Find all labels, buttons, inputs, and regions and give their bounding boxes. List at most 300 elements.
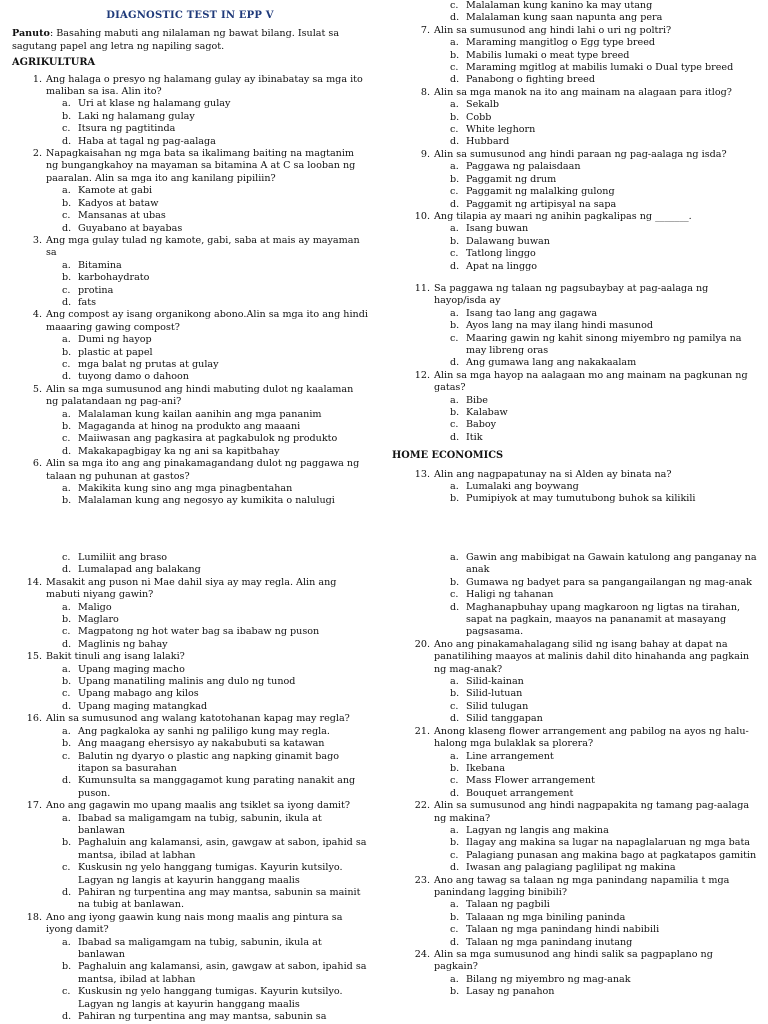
option-text: Kuskusin ng yelo hanggang tumigas. Kayurin kutsilyo. Lagyan ng langis at kayurin hanggang maalis xyxy=(78,862,343,886)
option-text: Isang tao lang ang gagawa xyxy=(466,307,598,319)
option-letter: a. xyxy=(450,899,459,911)
option-letter: c. xyxy=(62,552,71,563)
option-letter: a. xyxy=(450,552,459,563)
answer-option xyxy=(12,111,368,123)
option-text: Apat na linggo xyxy=(466,260,538,272)
option-letter: a. xyxy=(62,936,71,948)
option-text: Magpatong ng hot water bag sa ibabaw ng puson xyxy=(78,626,320,638)
option-letter: b. xyxy=(450,576,460,588)
option-text: Bitamina xyxy=(78,259,122,271)
question-number: 8. xyxy=(420,86,430,98)
option-text: Ikebana xyxy=(466,762,506,774)
answer-option xyxy=(400,937,758,949)
question-item xyxy=(12,800,368,812)
option-text: Paggamit ng artipisyal na sapa xyxy=(466,198,617,210)
answer-option xyxy=(400,99,758,111)
question-number: 1. xyxy=(32,73,42,85)
answer-option xyxy=(400,912,758,924)
option-text: Ibabad sa maligamgam na tubig, sabunin, ikula at banlawan xyxy=(78,812,322,836)
option-text: Paghaluin ang kalamansi, asin, gawgaw at sabon, ipahid sa mantsa, ibilad at labhan xyxy=(78,961,367,985)
option-text: Tatlong linggo xyxy=(466,248,536,260)
option-text: Lagyan ng langis ang makina xyxy=(466,824,609,836)
answer-option xyxy=(400,161,758,173)
option-letter: d. xyxy=(450,601,460,613)
option-letter: a. xyxy=(62,259,71,271)
option-text: Talaan ng pagbili xyxy=(466,899,550,911)
option-letter: a. xyxy=(450,824,459,836)
option-text: Lumiliit ang braso xyxy=(78,552,168,563)
question-text: Ang compost ay isang organikong abono.Alin sa mga ito ang hindi maaaring gawing compost? xyxy=(46,309,368,333)
answer-option xyxy=(400,62,758,74)
option-text: Uri at klase ng halamang gulay xyxy=(78,98,231,110)
option-text: Panabong o fighting breed xyxy=(466,74,595,86)
answer-option xyxy=(400,74,758,86)
answer-option xyxy=(12,260,368,272)
option-text: Haligi ng tahanan xyxy=(466,589,554,601)
question-item xyxy=(12,912,368,937)
answer-option xyxy=(400,261,758,273)
option-letter: a. xyxy=(62,408,71,420)
option-letter: a. xyxy=(62,185,71,197)
option-text: Silid tanggapan xyxy=(466,713,543,725)
option-text: Paggamit ng malalking gulong xyxy=(466,186,615,198)
answer-option xyxy=(400,899,758,911)
answer-option xyxy=(400,432,758,444)
option-text: Malalaman kung kailan aanihin ang mga pananim xyxy=(78,408,322,420)
question-item xyxy=(12,309,368,334)
section-agrikultura: AGRIKULTURA xyxy=(12,57,96,69)
answer-option xyxy=(12,738,368,750)
answer-option xyxy=(400,688,758,700)
option-letter: a. xyxy=(450,394,459,406)
answer-option xyxy=(400,713,758,725)
answer-option xyxy=(12,862,368,887)
answer-option xyxy=(400,493,758,505)
question-item xyxy=(12,713,368,725)
answer-option xyxy=(400,12,758,24)
option-letter: c. xyxy=(62,284,71,296)
option-letter: d. xyxy=(62,1011,72,1023)
option-text: Kalabaw xyxy=(466,407,508,418)
option-letter: b. xyxy=(62,961,72,973)
answer-option xyxy=(12,664,368,676)
option-letter: c. xyxy=(450,248,459,260)
option-text: Haba at tagal ng pag-aalaga xyxy=(78,135,216,147)
option-letter: d. xyxy=(62,564,72,576)
option-letter: b. xyxy=(62,272,72,284)
question-number: 14. xyxy=(26,576,42,588)
option-letter: a. xyxy=(450,973,459,985)
option-letter: a. xyxy=(62,725,71,737)
section-home-economics: HOME ECONOMICS xyxy=(392,450,504,462)
answer-option xyxy=(12,751,368,776)
option-text: Laki ng halamang gulay xyxy=(78,110,195,122)
question-text: Alin sa sumusunod ang hindi lahi o uri ng poltri? xyxy=(434,24,672,36)
option-letter: b. xyxy=(450,911,460,923)
option-letter: c. xyxy=(450,849,459,861)
answer-option xyxy=(12,483,368,495)
option-letter: d. xyxy=(450,936,460,948)
answer-option xyxy=(400,308,758,320)
option-letter: b. xyxy=(450,49,460,61)
answer-option xyxy=(12,688,368,700)
answer-option xyxy=(12,223,368,235)
option-letter: b. xyxy=(450,111,460,123)
option-letter: c. xyxy=(450,0,459,11)
answer-option xyxy=(400,589,758,601)
option-text: Malalaman kung saan napunta ang pera xyxy=(466,12,663,24)
option-text: Maaring gawin ng kahit sinong miyembro ng pamilya na may libreng oras xyxy=(466,332,742,356)
answer-option xyxy=(400,602,758,639)
question-number: 16. xyxy=(26,713,42,725)
answer-option xyxy=(400,236,758,248)
question-text: Napagkaisahan ng mga bata sa ikalimang baiting na magtanim ng bungangkahoy na mayaman sa bitamina A at C sa looban ng paaralan. Alin sa mga ito ang kanilang pipiliin? xyxy=(46,148,356,184)
option-text: Maligo xyxy=(78,601,112,613)
answer-option xyxy=(12,639,368,651)
option-letter: a. xyxy=(450,750,459,762)
answer-option xyxy=(400,407,758,419)
option-text: Talaaan ng mga biniling paninda xyxy=(466,911,626,923)
option-letter: d. xyxy=(450,198,460,210)
answer-option xyxy=(12,1011,368,1023)
answer-option xyxy=(12,334,368,346)
option-letter: d. xyxy=(450,260,460,272)
answer-option xyxy=(12,198,368,210)
answer-option xyxy=(12,210,368,222)
answer-option xyxy=(12,775,368,800)
question-text: Anong klaseng flower arrangement ang pabilog na ayos ng halu-halong mga bulaklak sa plorera? xyxy=(434,725,749,750)
question-list xyxy=(400,469,758,506)
option-letter: c. xyxy=(450,924,459,936)
option-letter: a. xyxy=(62,663,71,675)
option-letter: c. xyxy=(62,433,71,445)
answer-option xyxy=(12,371,368,383)
option-letter: b. xyxy=(450,173,460,185)
option-letter: c. xyxy=(450,62,459,74)
answer-option xyxy=(400,850,758,862)
answer-option xyxy=(12,602,368,614)
question-number: 24. xyxy=(414,949,430,960)
option-text: Gawin ang mabibigat na Gawain katulong ang panganay na anak xyxy=(466,552,757,576)
option-text: Isang buwan xyxy=(466,223,529,235)
option-text: Kamote at gabi xyxy=(78,185,153,197)
question-item xyxy=(12,148,368,185)
question-item xyxy=(400,800,758,825)
option-text: Line arrangement xyxy=(466,750,554,762)
option-text: Itsura ng pagtitinda xyxy=(78,123,176,135)
answer-option xyxy=(400,825,758,837)
option-letter: c. xyxy=(450,700,459,712)
answer-option xyxy=(12,961,368,986)
option-letter: b. xyxy=(62,421,72,432)
question-number: 21. xyxy=(414,725,430,737)
option-text: Maiiwasan ang pagkasira at pagkabulok ng produkto xyxy=(78,433,338,445)
answer-option xyxy=(12,347,368,359)
option-text: Bilang ng miyembro ng mag-anak xyxy=(466,973,631,985)
answer-option xyxy=(12,421,368,433)
question-number: 15. xyxy=(26,651,42,663)
option-text: Makakapagbigay ka ng ani sa kapitbahay xyxy=(78,445,280,457)
option-letter: d. xyxy=(450,12,460,24)
option-text: tuyong damo o dahoon xyxy=(78,371,189,383)
option-text: Mabilis lumaki o meat type breed xyxy=(466,49,630,61)
option-letter: d. xyxy=(62,135,72,147)
answer-option xyxy=(400,552,758,577)
question-item xyxy=(12,577,368,602)
option-letter: c. xyxy=(62,750,71,762)
answer-option xyxy=(400,862,758,874)
option-letter: b. xyxy=(450,762,460,774)
question-item xyxy=(400,726,758,751)
option-text: Bibe xyxy=(466,394,488,406)
question-text: Alin sa mga hayop na aalagaan mo ang mainam na pagkunan ng gatas? xyxy=(434,369,748,394)
question-number: 12. xyxy=(414,369,430,381)
answer-option xyxy=(400,419,758,431)
answer-option xyxy=(400,788,758,800)
answer-option xyxy=(400,174,758,186)
question-item xyxy=(12,458,368,483)
option-letter: d. xyxy=(62,886,72,898)
option-text: Cobb xyxy=(466,111,492,123)
option-text: Ang gumawa lang ang nakakaalam xyxy=(466,357,637,369)
option-letter: c. xyxy=(62,986,71,998)
option-text: Magaganda at hinog na produkto ang maaani xyxy=(78,421,301,432)
option-letter: d. xyxy=(62,445,72,457)
option-letter: b. xyxy=(450,235,460,247)
option-text: Kumunsulta sa manggagamot kung parating nanakit ang puson. xyxy=(78,775,356,799)
answer-option xyxy=(400,357,758,369)
option-letter: a. xyxy=(450,223,459,235)
option-letter: d. xyxy=(450,431,460,443)
option-text: plastic at papel xyxy=(78,346,153,358)
answer-option xyxy=(12,564,368,576)
question-item xyxy=(400,469,758,481)
option-text: fats xyxy=(78,296,97,308)
question-number: 20. xyxy=(414,638,430,650)
option-text: Guyabano at bayabas xyxy=(78,222,183,234)
answer-option xyxy=(400,223,758,235)
option-letter: c. xyxy=(62,358,71,370)
option-letter: b. xyxy=(62,346,72,358)
option-letter: c. xyxy=(62,688,71,700)
option-letter: d. xyxy=(450,787,460,799)
option-text: protina xyxy=(78,284,114,296)
option-letter: d. xyxy=(450,74,460,86)
answer-option xyxy=(12,986,368,1011)
option-text: Iwasan ang palagiang paglilipat ng makina xyxy=(466,862,676,874)
answer-option xyxy=(400,124,758,136)
answer-option xyxy=(12,272,368,284)
option-text: Hubbard xyxy=(466,136,510,148)
spacer xyxy=(400,273,758,283)
question-text: Ano ang gagawin mo upang maalis ang tsiklet sa iyong damit? xyxy=(46,800,350,812)
answer-option xyxy=(400,676,758,688)
option-text: Malalaman kung kanino ka may utang xyxy=(466,0,653,11)
answer-option xyxy=(400,751,758,763)
option-text: Pahiran ng turpentina ang may mantsa, sabunin sa xyxy=(78,1011,327,1023)
option-text: karbohaydrato xyxy=(78,272,150,284)
option-text: Maglinis ng bahay xyxy=(78,638,168,650)
option-letter: d. xyxy=(450,136,460,148)
option-text: Talaan ng mga panindang inutang xyxy=(466,936,633,948)
answer-option xyxy=(400,112,758,124)
answer-option xyxy=(12,887,368,912)
question-number: 2. xyxy=(32,148,42,160)
question-text: Ano ang tawag sa talaan ng mga panindang napamilia t mga panindang lagging binibili? xyxy=(434,874,730,898)
option-letter: a. xyxy=(450,676,459,688)
answer-option xyxy=(12,285,368,297)
option-letter: d. xyxy=(62,296,72,308)
question-list xyxy=(400,552,758,999)
option-text: Dalawang buwan xyxy=(466,235,550,247)
answer-option xyxy=(12,726,368,738)
answer-option xyxy=(400,577,758,589)
option-letter: c. xyxy=(62,210,71,222)
option-text: Lumalapad ang balakang xyxy=(78,564,201,576)
answer-option xyxy=(400,320,758,332)
option-letter: b. xyxy=(62,495,72,507)
instructions-label: Panuto xyxy=(12,28,50,40)
option-letter: b. xyxy=(450,407,460,418)
question-number: 6. xyxy=(32,458,42,470)
question-item xyxy=(400,211,758,223)
question-number: 18. xyxy=(26,911,42,923)
page2-left-column xyxy=(12,552,368,1023)
answer-option xyxy=(12,701,368,713)
option-letter: d. xyxy=(450,713,460,725)
option-text: Silid-lutuan xyxy=(466,688,523,700)
question-text: Alin sa mga sumusunod ang hindi salik sa pagpaplano ng pagkain? xyxy=(434,949,713,973)
answer-option xyxy=(400,199,758,211)
answer-option xyxy=(12,98,368,110)
answer-option xyxy=(12,614,368,626)
option-text: Upang maging macho xyxy=(78,663,185,675)
question-list xyxy=(12,552,368,1023)
option-text: Upang mabago ang kilos xyxy=(78,688,199,700)
option-text: Maraming mangitlog o Egg type breed xyxy=(466,37,656,49)
answer-option xyxy=(400,333,758,358)
option-letter: b. xyxy=(62,614,72,626)
option-text: Paghaluin ang kalamansi, asin, gawgaw at sabon, ipahid sa mantsa, ibilad at labhan xyxy=(78,837,367,861)
page-bottom-sheet xyxy=(0,552,768,1024)
answer-option xyxy=(400,136,758,148)
answer-option xyxy=(12,123,368,135)
option-text: Bouquet arrangement xyxy=(466,787,574,799)
option-text: Ayos lang na may ilang hindi masunod xyxy=(466,320,654,332)
question-list xyxy=(400,0,758,444)
option-text: Mass Flower arrangement xyxy=(466,775,595,787)
option-letter: c. xyxy=(450,124,459,136)
option-letter: b. xyxy=(450,320,460,332)
option-letter: a. xyxy=(62,334,71,346)
question-text: Ano ang pinakamahalagang silid ng isang bahay at dapat na panatilihing maayos at malinis dahil dito hinahanda ang pagkain ng mag-anak? xyxy=(434,638,750,675)
option-text: Silid tulugan xyxy=(466,700,529,712)
option-letter: b. xyxy=(62,197,72,209)
option-letter: c. xyxy=(450,419,459,431)
question-item xyxy=(400,25,758,37)
answer-option xyxy=(400,37,758,49)
answer-option xyxy=(12,409,368,421)
question-number: 13. xyxy=(414,468,430,480)
question-text: Alin sa sumusunod ang hindi paraan ng pag-aalaga ng isda? xyxy=(434,148,727,160)
answer-option xyxy=(12,446,368,458)
answer-option xyxy=(400,701,758,713)
answer-option xyxy=(400,775,758,787)
option-text: Mansanas at ubas xyxy=(78,210,166,222)
option-letter: d. xyxy=(62,700,72,712)
answer-option xyxy=(12,185,368,197)
option-text: Sekalb xyxy=(466,99,499,111)
option-text: Upang maging matangkad xyxy=(78,700,208,712)
question-text: Ang mga gulay tulad ng kamote, gabi, saba at mais ay mayaman sa xyxy=(46,234,360,259)
option-letter: b. xyxy=(62,110,72,122)
question-item xyxy=(12,235,368,260)
option-text: Talaan ng mga panindang hindi nabibili xyxy=(466,924,660,936)
question-item xyxy=(12,384,368,409)
question-text: Alin sa mga ito ang ang pinakamagandang dulot ng paggawa ng talaan ng puhunan at gastos? xyxy=(46,458,360,482)
answer-option xyxy=(12,813,368,838)
answer-option xyxy=(12,136,368,148)
answer-option xyxy=(12,552,368,564)
page1-right-column xyxy=(392,0,758,506)
question-item xyxy=(400,149,758,161)
answer-option xyxy=(400,248,758,260)
page1-left-column xyxy=(12,0,368,508)
option-text: mga balat ng prutas at gulay xyxy=(78,358,219,370)
answer-option xyxy=(12,433,368,445)
option-letter: a. xyxy=(450,161,459,173)
question-number: 11. xyxy=(414,282,430,294)
option-letter: c. xyxy=(62,123,71,135)
option-text: Itik xyxy=(466,431,483,443)
question-text: Ang halaga o presyo ng halamang gulay ay ibinabatay sa mga ito maliban sa isa. Alin ito? xyxy=(46,73,363,98)
option-text: Baboy xyxy=(466,419,497,431)
question-number: 9. xyxy=(420,148,430,160)
question-number: 4. xyxy=(32,309,42,321)
answer-option xyxy=(12,837,368,862)
answer-option xyxy=(400,50,758,62)
option-letter: a. xyxy=(62,483,71,495)
question-text: Ang tilapia ay maari ng anihin pagkalipas ng _______. xyxy=(434,210,692,222)
option-letter: b. xyxy=(62,676,72,688)
option-letter: c. xyxy=(450,332,459,344)
option-text: Makikita kung sino ang mga pinagbentahan xyxy=(78,483,293,495)
option-text: Balutin ng dyaryo o plastic ang napking ginamit bago itapon sa basurahan xyxy=(78,750,340,774)
option-letter: c. xyxy=(450,589,459,601)
option-text: Ang pagkaloka ay sanhi ng paliligo kung may regla. xyxy=(78,725,330,737)
option-letter: d. xyxy=(450,862,460,874)
answer-option xyxy=(400,837,758,849)
option-text: Silid-kainan xyxy=(466,676,524,688)
option-letter: a. xyxy=(450,481,459,493)
option-text: Palagiang punasan ang makina bago at pagkatapos gamitin xyxy=(466,849,757,861)
option-letter: b. xyxy=(450,986,460,998)
option-letter: a. xyxy=(62,98,71,110)
option-text: Lasay ng panahon xyxy=(466,986,555,998)
option-letter: b. xyxy=(62,837,72,849)
question-text: Alin sa mga manok na ito ang mainam na alagaan para itlog? xyxy=(434,86,732,98)
answer-option xyxy=(400,395,758,407)
answer-option xyxy=(12,676,368,688)
option-letter: d. xyxy=(62,371,72,383)
question-text: Masakit ang puson ni Mae dahil siya ay may regla. Alin ang mabuti niyang gawin? xyxy=(46,576,337,601)
option-letter: d. xyxy=(450,357,460,369)
option-text: Gumawa ng badyet para sa pangangailangan ng mag-anak xyxy=(466,576,752,588)
option-letter: d. xyxy=(62,775,72,787)
option-text: Kadyos at bataw xyxy=(78,197,159,209)
option-letter: a. xyxy=(450,99,459,111)
option-letter: c. xyxy=(62,626,71,638)
